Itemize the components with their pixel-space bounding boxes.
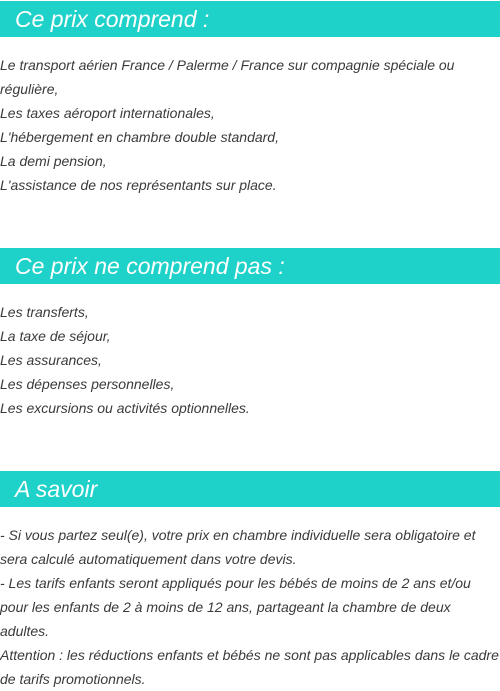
list-item: La taxe de séjour, bbox=[0, 328, 111, 344]
section-title-price-includes: Ce prix comprend : bbox=[0, 1, 500, 37]
list-item: Les transferts, bbox=[0, 304, 89, 320]
list-item: L'hébergement en chambre double standard, bbox=[0, 129, 279, 145]
info-paragraph: - Les tarifs enfants seront appliqués pour les bébés de moins de 2 ans et/ou pour les enfants de 2 à moins de 12 ans, partageant la chambre de deux adultes. bbox=[0, 575, 471, 639]
list-item: Les assurances, bbox=[0, 352, 102, 368]
list-item: Le transport aérien France / Palerme / France sur compagnie spéciale ou régulière, bbox=[0, 57, 455, 97]
section-title-good-to-know: A savoir bbox=[0, 471, 500, 507]
list-item: Les taxes aéroport internationales, bbox=[0, 105, 215, 121]
section-body-price-excludes bbox=[0, 300, 500, 420]
list-item: La demi pension, bbox=[0, 153, 107, 169]
section-body-good-to-know bbox=[0, 523, 500, 691]
list-item: Les dépenses personnelles, bbox=[0, 376, 175, 392]
list-item: L'assistance de nos représentants sur place. bbox=[0, 177, 277, 193]
section-title-price-excludes: Ce prix ne comprend pas : bbox=[0, 248, 500, 284]
list-item: Les excursions ou activités optionnelles. bbox=[0, 400, 250, 416]
section-body-price-includes bbox=[0, 53, 500, 197]
info-paragraph: Attention : les réductions enfants et bébés ne sont pas applicables dans le cadre de tarifs promotionnels. bbox=[0, 647, 499, 687]
info-paragraph: - Si vous partez seul(e), votre prix en chambre individuelle sera obligatoire et sera calculé automatiquement dans votre devis. bbox=[0, 527, 476, 567]
